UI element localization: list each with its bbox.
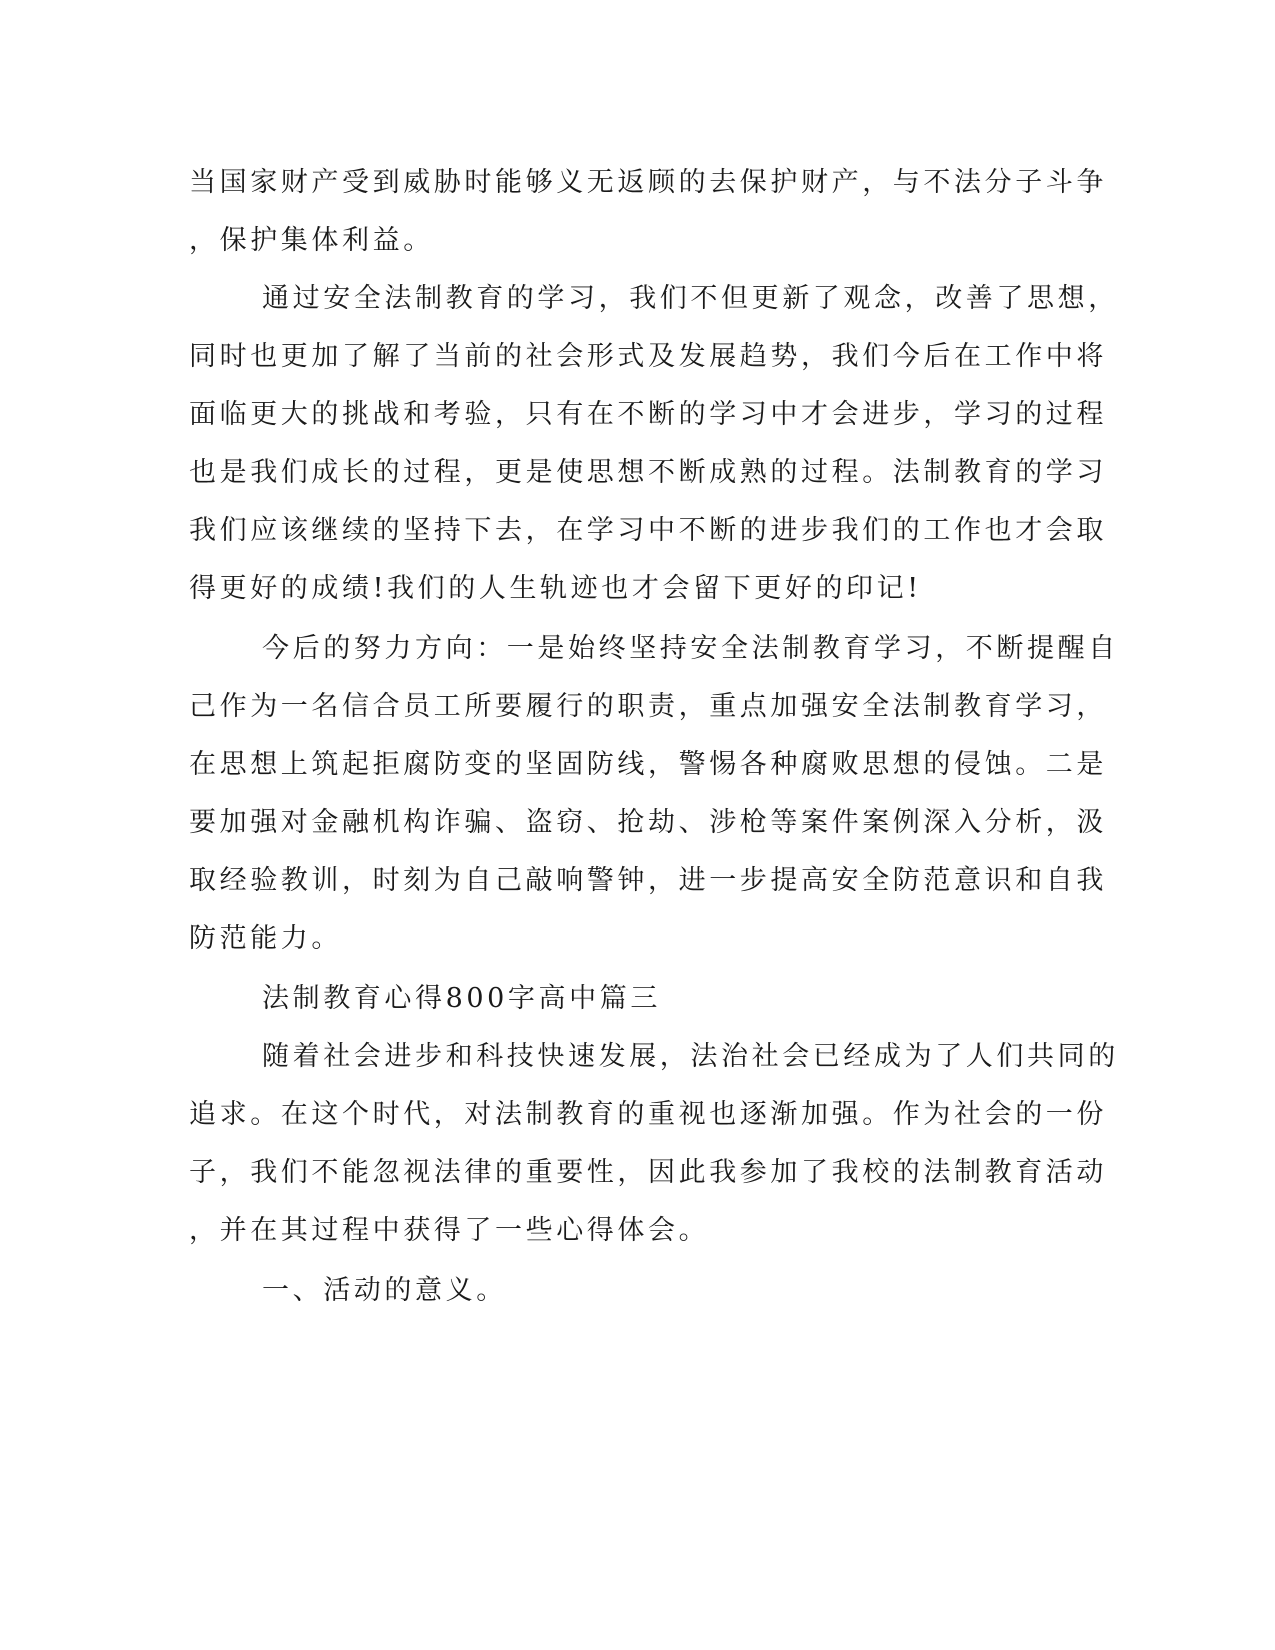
subheading: 一、活动的意义。	[262, 1275, 507, 1306]
paragraph-first-line: 今后的努力方向：一是始终坚持安全法制教育学习，不断提醒自	[262, 633, 1119, 664]
text-line: 面临更大的挑战和考验，只有在不断的学习中才会进步，学习的过程	[189, 399, 1107, 430]
text-line: 子，我们不能忽视法律的重要性，因此我参加了我校的法制教育活动	[189, 1157, 1107, 1188]
paragraph-first-line: 通过安全法制教育的学习，我们不但更新了观念，改善了思想，	[262, 283, 1119, 314]
text-line: 我们应该继续的坚持下去，在学习中不断的进步我们的工作也才会取	[189, 515, 1107, 546]
section-heading: 法制教育心得800字高中篇三	[262, 983, 661, 1014]
text-line: ，并在其过程中获得了一些心得体会。	[189, 1215, 710, 1246]
text-line: 要加强对金融机构诈骗、盗窃、抢劫、涉枪等案件案例深入分析，汲	[189, 807, 1107, 838]
text-line: 同时也更加了解了当前的社会形式及发展趋势，我们今后在工作中将	[189, 341, 1107, 372]
text-line: 追求。在这个时代，对法制教育的重视也逐渐加强。作为社会的一份	[189, 1099, 1107, 1130]
text-line: 防范能力。	[189, 923, 342, 954]
text-line: 得更好的成绩!我们的人生轨迹也才会留下更好的印记!	[189, 573, 922, 604]
text-line: 取经验教训，时刻为自己敲响警钟，进一步提高安全防范意识和自我	[189, 865, 1107, 896]
text-line: ，保护集体利益。	[189, 225, 434, 256]
text-line: 在思想上筑起拒腐防变的坚固防线，警惕各种腐败思想的侵蚀。二是	[189, 749, 1107, 780]
text-line: 也是我们成长的过程，更是使思想不断成熟的过程。法制教育的学习	[189, 457, 1107, 488]
paragraph-first-line: 随着社会进步和科技快速发展，法治社会已经成为了人们共同的	[262, 1041, 1119, 1072]
text-line: 当国家财产受到威胁时能够义无返顾的去保护财产，与不法分子斗争	[189, 167, 1107, 198]
text-line: 己作为一名信合员工所要履行的职责，重点加强安全法制教育学习，	[189, 691, 1107, 722]
